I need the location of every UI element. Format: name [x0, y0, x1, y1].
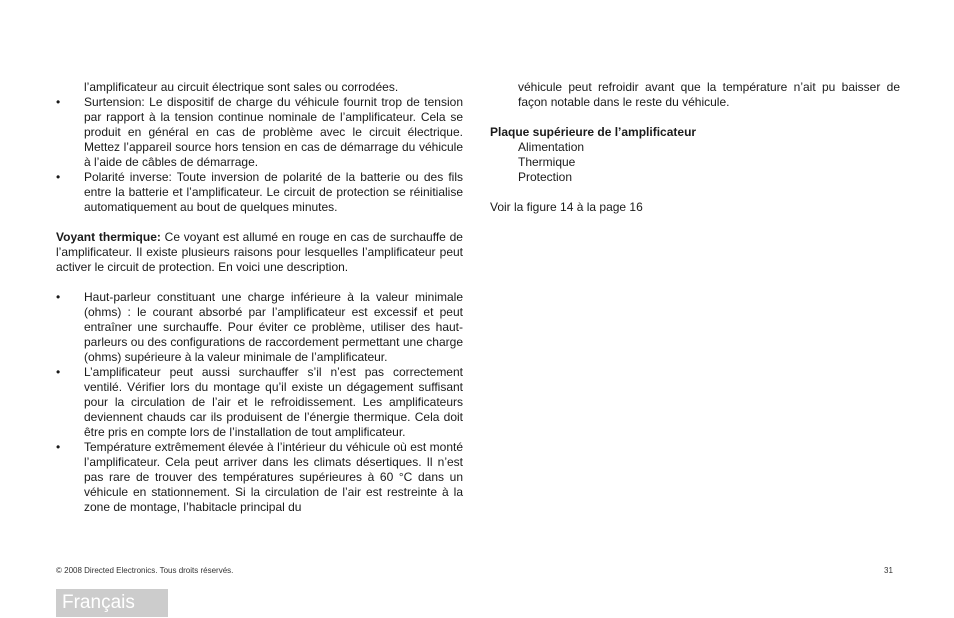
section-heading: Plaque supérieure de l’amplificateur [490, 125, 697, 139]
list-item-text: Température extrêmement élevée à l’intérieur du véhicule où est monté l’amplificateur. Cela peut arriver dans les climats désertiques. Il n’est pas rare de trouver des températures supérieures à 60 °C dans un véhicule en stationnement. Si la circulation de l’air est restreinte à la zone de montage, l’habitacle principal du [84, 440, 463, 514]
bullet-icon: • [56, 365, 61, 379]
list-item: Thermique [518, 155, 576, 169]
thermal-label: Voyant thermique: [56, 230, 161, 244]
fault-list [56, 95, 463, 215]
continued-line: l’amplificateur au circuit électrique sont sales ou corrodées. [84, 80, 399, 94]
page-number: 31 [884, 566, 893, 575]
bullet-icon: • [56, 290, 61, 304]
list-item: Protection [518, 170, 573, 184]
overheat-list [56, 290, 463, 515]
thermal-text: Ce voyant est allumé en rouge en cas de surchauffe de l’amplificateur. Il existe plusieurs raisons pour lesquelles l’amplificateur peut activer le circuit de protection. En voici une description. [56, 230, 463, 274]
figure-reference: Voir la figure 14 à la page 16 [490, 200, 643, 214]
bullet-icon: • [56, 95, 61, 109]
copyright-notice: © 2008 Directed Electronics. Tous droits réservés. [56, 566, 234, 575]
list-item [56, 290, 463, 365]
bullet-icon: • [56, 440, 61, 454]
list-item [56, 170, 463, 215]
list-item-text: Polarité inverse: Toute inversion de polarité de la batterie ou des fils entre la batterie et l’amplificateur. Le circuit de protection se réinitialise automatiquement au bout de quelques minutes. [84, 170, 463, 214]
list-item-text: L’amplificateur peut aussi surchauffer s’il n’est pas correctement ventilé. Vérifier lors du montage qu’il existe un dégagement suffisant pour la circulation de l’air et le refroidissement. Les amplificateurs deviennent chauds car ils produisent de l’énergie thermique. Cela doit être pris en compte lors de l’installation de tout amplificateur. [84, 365, 463, 439]
list-item [56, 440, 463, 515]
list-item [56, 365, 463, 440]
left-column [56, 80, 463, 515]
list-item: Alimentation [518, 140, 585, 154]
indicator-list [490, 140, 900, 185]
list-item-text: Haut-parleur constituant une charge inférieure à la valeur minimale (ohms) : le courant absorbé par l’amplificateur est excessif et peut entraîner une surchauffe. Pour éviter ce problème, utiliser des haut-parleurs ou des configurations de raccordement permettant une charge (ohms) supérieure à la valeur minimale de l’amplificateur. [84, 290, 463, 364]
continued-paragraph: véhicule peut refroidir avant que la température n’ait pu baisser de façon notable dans le reste du véhicule. [518, 80, 900, 109]
language-tab: Français [56, 589, 168, 617]
list-item [56, 95, 463, 170]
right-column [490, 80, 900, 215]
thermal-paragraph [56, 230, 463, 275]
bullet-icon: • [56, 170, 61, 184]
list-item-text: Surtension: Le dispositif de charge du véhicule fournit trop de tension par rapport à la tension continue nominale de l’amplificateur. Cela se produit en général en cas de problème avec le circuit électrique. Mettez l’appareil source hors tension en cas de démarrage du véhicule à l’aide de câbles de démarrage. [84, 95, 463, 169]
